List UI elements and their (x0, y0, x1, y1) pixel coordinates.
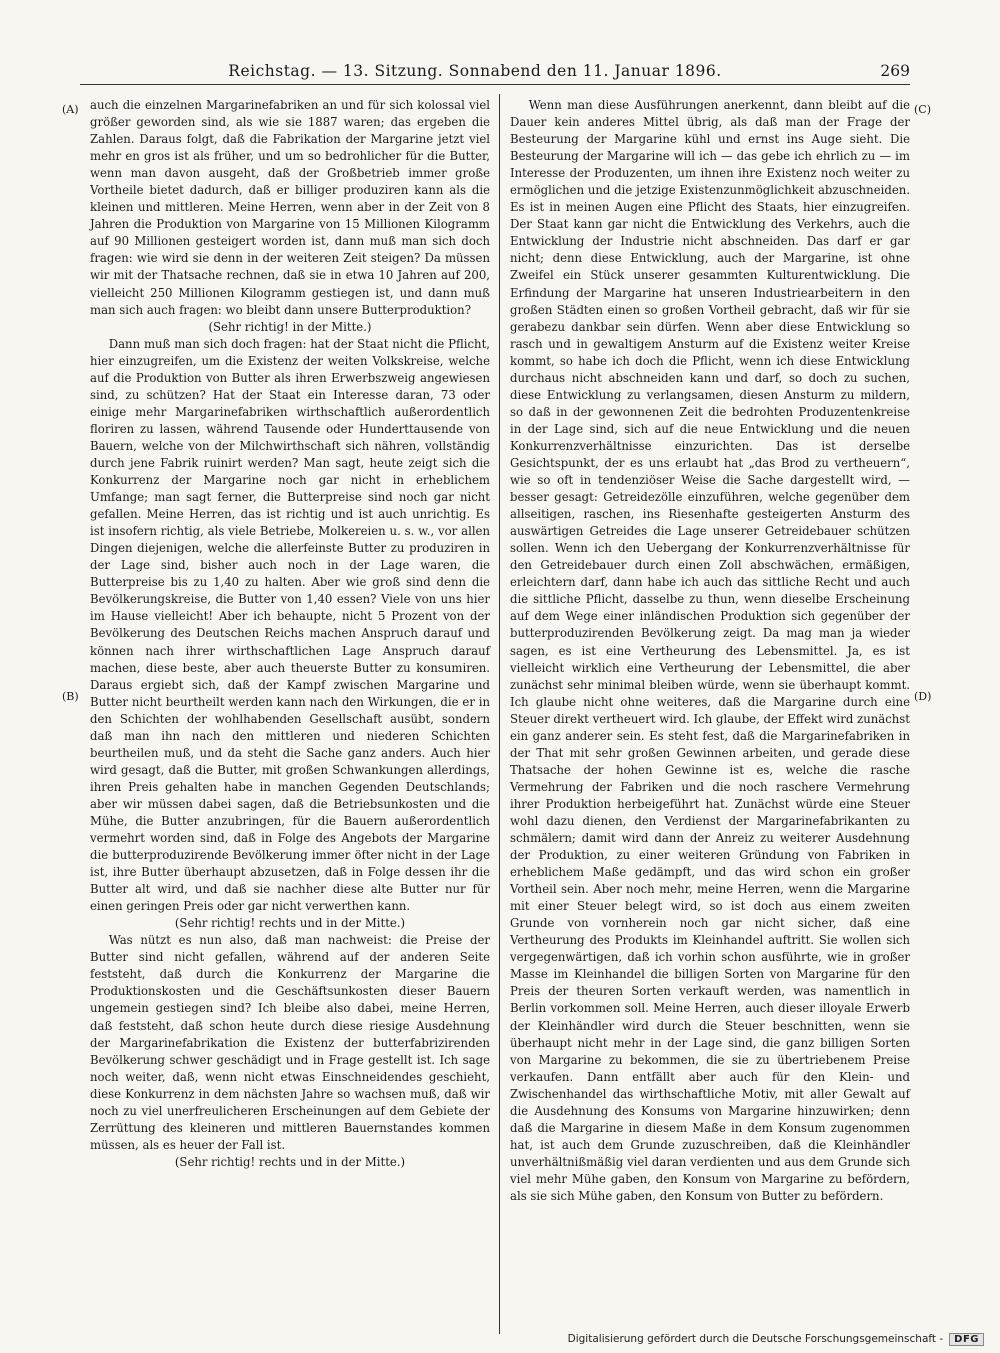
interjection: (Sehr richtig! rechts und in der Mitte.) (174, 1154, 406, 1169)
margin-marker-c: (C) (914, 103, 931, 116)
dfg-logo: DFG (949, 1333, 984, 1346)
interjection: (Sehr richtig! rechts und in der Mitte.) (174, 916, 406, 931)
page-number: 269 (880, 62, 910, 80)
column-divider (499, 94, 500, 1334)
running-head: Reichstag. — 13. Sitzung. Sonnabend den 11. Januar 1896. (228, 62, 722, 80)
credit-text: Digitalisierung gefördert durch die Deutsche Forschungsgemeinschaft - (567, 1333, 944, 1345)
margin-marker-a: (A) (62, 103, 79, 116)
interjection: (Sehr richtig! in der Mitte.) (208, 319, 372, 334)
margin-marker-b: (B) (62, 690, 79, 703)
paragraph: Wenn man diese Ausführungen anerkennt, dann bleibt auf die Dauer kein anderes Mittel übrig, als daß man der Frage der Besteurung der Margarine kühl und ernst ins Auge sieht. Die Besteurung der Margarine will ich — das gebe ich ehrlich zu — im Interesse der Produzenten, um ihnen ihre Existenz noch weiter zu ermöglichen und die jetzige Existenzunmöglichkeit abzuschneiden. Es ist in meinen Augen eine Pflicht des Staats, hier einzugreifen. Der Staat kann gar nicht die Entwicklung des Verkehrs, auch die Entwicklung der Industrie nicht abschneiden. Das darf er gar nicht; denn diese Entwicklung, auch der Margarine, ist ohne Zweifel ein Stück unserer gesammten Kulturentwicklung. Die Erfindung der Margarine hat unseren Industriearbeitern in den großen Städten einen so großen Vortheil gebracht, daß wir für sie gerabezu dankbar sein dürfen. Wenn aber diese Entwicklung so rasch und in gewaltigem Ansturm auf die Existenz weiter Kreise kommt, so habe ich doch die Pflicht, wenn ich diese Entwicklung durchaus nicht abschneiden kann und darf, so doch zu suchen, diese Entwicklung zu verlangsamen, diesen Ansturm zu mildern, so daß in der gewonnenen Zeit die bedrohten Produzentenkreise in der Lage sind, sich auf die neue Entwicklung und die neuen Konkurrenzverhältnisse einzurichten. Das ist derselbe Gesichtspunkt, der es uns erlaubt hat „das Brod zu vertheuern“, wie so oft in tendenziöser Weise die Sache dargestellt wird, — besser gesagt: Getreidezölle einzuführen, welche gegenüber dem allseitigen, raschen, ins Riesenhafte gesteigerten Ansturm des auswärtigen Getreides die Lage unserer Getreidebauer schützen sollen. Wenn ich den Uebergang der Konkurrenzverhältnisse für den Getreidebauer durch einen Zoll abschwächen, ermäßigen, erleichtern darf, dann habe ich auch das sittliche Recht und auch die sittliche Pflicht, dasselbe zu thun, wenn dieselbe Erscheinung auf dem Wege einer inländischen Produktion sich gegenüber der butterproduzirenden Bevölkerung zeigt. Da mag man ja wieder sagen, es ist eine Vertheurung des Lebensmittel. Ja, es ist vielleicht wirklich eine Vertheurung der Lebensmittel, die aber zunächst sehr minimal bleiben würde, wenn sie überhaupt kommt. Ich glaube nicht ohne weiteres, daß die Margarine durch eine Steuer direkt vertheuert wird. Ich glaube, der Effekt wird zunächst ein ganz anderer sein. Es steht fest, daß die Margarinefabriken in der That mit sehr großen Gewinnen arbeiten, und gerade diese Thatsache der hohen Gewinne ist es, welche die rasche Vermehrung der Fabriken und die noch raschere Vermehrung ihrer Produktion herbeigeführt hat. Zunächst würde eine Steuer wohl dazu dienen, den Verdienst der Margarinefabrikanten zu schmälern; damit wird dann der Anreiz zu weiterer Ausdehnung der Produktion, zu einer weiteren Gründung von Fabriken in erheblichem Maße gedämpft, und das wird schon ein großer Vortheil sein. Aber noch mehr, meine Herren, wenn die Margarine mit einer Steuer belegt wird, so ist doch aus einem zweiten Grunde von vornherein noch gar nicht sicher, daß eine Vertheurung des Produkts im Kleinhandel auftritt. Sie wollen sich vergegenwärtigen, daß ich vorhin schon ausführte, wie in großer Masse im Kleinhandel die billigen Sorten von Margarine für den Preis der theuren Sorten verkauft werden, was namentlich in Berlin vorkommen soll. Meine Herren, auch dieser illoyale Erwerb der Kleinhändler wird durch die Steuer beschnitten, wenn sie überhaupt nicht mehr in der Lage sind, die ganz billigen Sorten von Margarine zu bekommen, die sie zu übertriebenem Preise verkaufen. Dann entfällt aber auch für den Klein- und Zwischenhandel das wirthschaftliche Motiv, mit aller Gewalt auf die Ausdehnung des Konsums von Margarine hinzuwirken; denn daß die Margarine in diesem Maße in dem Konsum zugenommen hat, ist auch dem Grunde zuzuschreiben, daß die Kleinhändler unverhältnißmäßig viel daran verdienten und aus dem Grunde sich viel mehr Mühe gaben, den Konsum von Margarine zu befördern, als sie sich Mühe gaben, den Konsum von Butter zu befördern. (510, 98, 910, 1203)
margin-marker-d: (D) (914, 690, 932, 703)
paragraph: Dann muß man sich doch fragen: hat der Staat nicht die Pflicht, hier einzugreifen, um die Existenz der weiten Volkskreise, welche auf die Produktion von Butter als ihren Erwerbszweig angewiesen sind, zu schützen? Hat der Staat ein Interesse daran, 73 oder einige mehr Margarinefabriken wirthschaftlich außerordentlich floriren zu lassen, während Tausende oder Hunderttausende von Bauern, welche von der Milchwirthschaft sich nähren, vollständig durch jene Fabrik ruinirt werden? Man sagt, heute zeigt sich die Konkurrenz der Margarine noch gar nicht in erheblichem Umfange; man sagt ferner, die Butterpreise sind noch gar nicht gefallen. Meine Herren, das ist richtig und ist auch unrichtig. Es ist insofern richtig, als viele Betriebe, Molkereien u. s. w., vor allen Dingen diejenigen, welche die allerfeinste Butter zu produziren in der Lage sind, bisher auch noch in der Lage waren, die Butterpreise bis zu 1,40 zu halten. Aber wie groß sind denn die Bevölkerungskreise, die Butter von 1,40 essen? Viele von uns hier im Hause vielleicht! Aber ich behaupte, nicht 5 Prozent von der Bevölkerung des Deutschen Reichs machen Anspruch darauf und können nach ihrer wirthschaftlichen Lage Anspruch darauf machen, diese beste, aber auch theuerste Butter zu konsumiren. Daraus ergiebt sich, daß der Kampf zwischen Margarine und Butter nicht beurtheilt werden kann nach den Wirkungen, die er in den Schichten der wohlhabenden Gesellschaft ausübt, sondern daß man ihn nach den mittleren und niederen Schichten beurtheilen muß, und da steht die Sache ganz anders. Auch hier wird gesagt, daß die Butter, mit großen Schwankungen allerdings, ihren Preis gehalten habe in manchen Gegenden Deutschlands; aber wir müssen dabei sagen, daß die Betriebsunkosten und die Mühe, die Butter anzubringen, für die Bauern außerordentlich vermehrt worden sind, daß in Folge des Angebots der Margarine die butterproduzirende Bevölkerung immer öfter nicht in der Lage ist, ihre Butter überhaupt abzusetzen, daß in Folge dessen ihr die Butter alt wird, und daß sie nachher diese alte Butter nur für einen geringen Preis oder gar nicht verwerthen kann. (90, 336, 490, 914)
digitization-credit (560, 1333, 984, 1346)
left-column (90, 97, 490, 1171)
right-column (510, 97, 910, 1205)
page-header (80, 62, 910, 85)
paragraph: auch die einzelnen Margarinefabriken an und für sich kolossal viel größer geworden sind, als wie sie 1887 waren; das ergeben die Zahlen. Daraus folgt, daß die Fabrikation der Margarine jetzt viel mehr en gros ist als früher, und um so bedrohlicher für die Butter, wenn man davon ausgeht, daß der Großbetrieb immer große Vortheile bietet dadurch, daß er billiger produziren kann als die kleinen und mittleren. Meine Herren, wenn aber in der Zeit von 8 Jahren die Produktion von Margarine von 15 Millionen Kilogramm auf 90 Millionen gesteigert worden ist, dann muß man sich doch fragen: wie wird sie denn in der weiteren Zeit steigen? Da müssen wir mit der Thatsache rechnen, daß sie in etwa 10 Jahren auf 200, vielleicht 250 Millionen Kilogramm gestiegen ist, und dann muß man sich auch fragen: wo bleibt dann unsere Butterproduktion? (90, 98, 490, 317)
paragraph: Was nützt es nun also, daß man nachweist: die Preise der Butter sind nicht gefallen, während auf der anderen Seite feststeht, daß durch die Konkurrenz der Margarine die Produktionskosten und die Geschäftsunkosten dieser Bauern ungemein gestiegen sind? Ich bleibe also dabei, meine Herren, daß feststeht, daß schon heute durch diese riesige Ausdehnung der Margarinefabrikation die Existenz der butterfabrizirenden Bevölkerung schwer geschädigt und in Frage gestellt ist. Ich sage noch weiter, daß, wenn nicht etwas Einschneidendes geschieht, diese Konkurrenz in dem nächsten Jahre so wachsen muß, daß wir noch zu viel unerfreulicheren Erscheinungen auf dem Gebiete der Zerrüttung des kleineren und mittleren Bauernstandes kommen müssen, als es heuer der Fall ist. (90, 933, 490, 1152)
